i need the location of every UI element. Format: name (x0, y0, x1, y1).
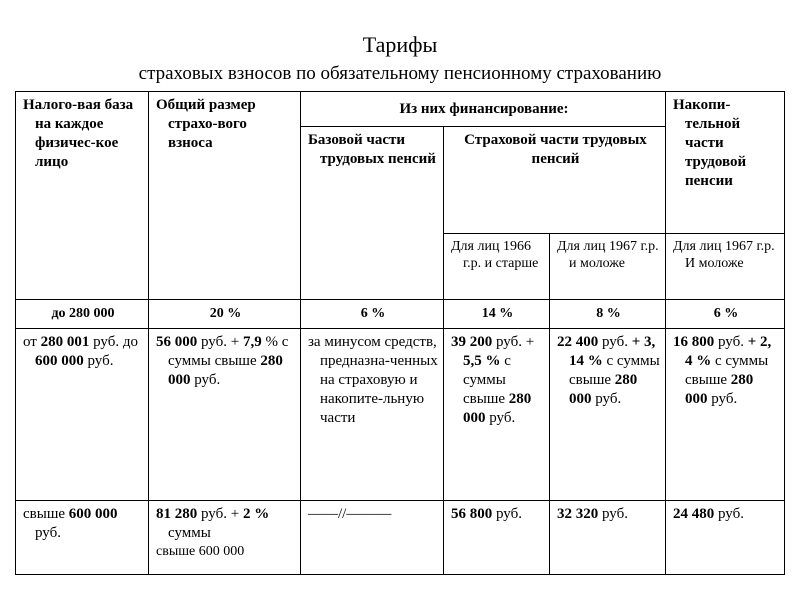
row2-younger-unit: руб. (598, 334, 632, 350)
row2-older (444, 329, 550, 501)
row3-base-part-text: ——//——— (308, 506, 392, 522)
row2-base-to: 600 000 (35, 353, 84, 369)
row2-total-plus: руб. + (197, 334, 243, 350)
header-1967-insurance-label: Для лиц 1967 г.р. и моложе (557, 239, 659, 271)
row2-acc-amount: 16 800 (673, 334, 715, 350)
row3-total-sum: суммы (168, 525, 211, 541)
table-row (16, 501, 785, 575)
page-title: Тарифы (362, 32, 438, 57)
row2-younger-threshold: 280 000 (569, 372, 638, 407)
header-base-part-label: Базовой части трудовых пенсий (308, 132, 436, 167)
header-tax-base-label: Налого-вая база на каждое физичес-кое лицо (23, 97, 134, 170)
header-insurance-part-label: Страховой части трудовых пенсий (464, 132, 647, 167)
row2-older-over: с суммы свыше (463, 353, 511, 407)
row3-base-part (301, 501, 444, 575)
row2-base-from: 280 001 (40, 334, 90, 350)
row1-base: до 280 000 (16, 300, 149, 329)
header-cell-financing (301, 92, 666, 127)
row3-acc-text (673, 505, 779, 524)
row2-younger-suffix: руб. (591, 391, 622, 407)
row2-older-text (451, 333, 544, 428)
row3-younger-text (557, 505, 660, 524)
row3-total-plus: руб. + (197, 506, 243, 522)
header-cell-1967-accumulative (666, 234, 785, 300)
row2-acc-threshold: 280 000 (685, 372, 754, 407)
row2-older-rate: 5,5 % (463, 353, 501, 369)
row3-base (16, 501, 149, 575)
row1-younger: 8 % (550, 300, 666, 329)
row3-base-text (23, 505, 143, 543)
header-1966-label: Для лиц 1966 г.р. и старше (451, 239, 539, 271)
row3-base-prefix: свыше (23, 506, 69, 522)
row2-older-plus: руб. + (492, 334, 535, 350)
header-cell-tax-base (16, 92, 149, 300)
row2-acc-text (673, 333, 779, 409)
row2-base-part (301, 329, 444, 501)
row3-base-amount: 600 000 (68, 506, 118, 522)
row1-accumulative: 6 % (666, 300, 785, 329)
row3-acc-amount: 24 480 (673, 506, 715, 522)
page-subtitle: страховых взносов по обязательному пенсионному страхованию (138, 63, 662, 84)
header-financing-label: Из них финансирование: (399, 101, 569, 117)
row3-total-text (156, 505, 295, 560)
row3-younger (550, 501, 666, 575)
header-cell-1967-insurance (550, 234, 666, 300)
row3-older-text (451, 505, 544, 524)
row2-total-amount: 56 000 (156, 334, 198, 350)
row2-younger-amount: 22 400 (557, 334, 599, 350)
header-cell-1966 (444, 234, 550, 300)
header-total-label: Общий размер страхо-вого взноса (156, 97, 256, 151)
row3-base-suffix: руб. (35, 525, 61, 541)
row3-total-over: свыше 600 000 (156, 544, 245, 559)
row3-acc-suffix: руб. (714, 506, 744, 522)
row2-older-amount: 39 200 (451, 334, 493, 350)
row3-total (149, 501, 301, 575)
row2-total (149, 329, 301, 501)
header-cell-total (149, 92, 301, 300)
header-1967-accumulative-label: Для лиц 1967 г.р. И моложе (673, 239, 775, 271)
row3-total-amount: 81 280 (156, 506, 198, 522)
row2-base-suffix: руб. (83, 353, 114, 369)
row3-younger-amount: 32 320 (557, 506, 599, 522)
row2-base-text (23, 333, 143, 371)
row2-younger-rate: + 3, 14 % (569, 334, 656, 369)
row2-total-over: % с суммы свыше (168, 334, 289, 369)
row2-younger-text (557, 333, 660, 409)
row2-accumulative (666, 329, 785, 501)
tariffs-table (15, 91, 785, 575)
row2-acc-suffix: руб. (707, 391, 738, 407)
row2-younger-over: с суммы свыше (569, 353, 660, 388)
row1-base-part: 6 % (301, 300, 444, 329)
table-header-row (16, 92, 785, 127)
row2-base-mid: руб. до (89, 334, 138, 350)
row2-base-part-text: за минусом средств, предназна-ченных на страховую и накопите-льную части (308, 334, 438, 426)
row2-older-threshold: 280 000 (463, 391, 532, 426)
row2-acc-over: с суммы свыше (685, 353, 769, 388)
row2-younger (550, 329, 666, 501)
row1-older: 14 % (444, 300, 550, 329)
row2-total-rate: 7,9 (242, 334, 262, 350)
row1-total: 20 % (149, 300, 301, 329)
row2-acc-rate: + 2, 4 % (685, 334, 772, 369)
row3-total-rate: 2 % (242, 506, 270, 522)
row2-acc-unit: руб. (714, 334, 748, 350)
row2-total-suffix: руб. (190, 372, 221, 388)
table-row (16, 300, 785, 329)
row2-base-prefix: от (23, 334, 41, 350)
row3-older-suffix: руб. (492, 506, 522, 522)
row3-older (444, 501, 550, 575)
row3-older-amount: 56 800 (451, 506, 493, 522)
header-cell-accumulative (666, 92, 785, 234)
row2-total-threshold: 280 000 (168, 353, 283, 388)
row2-older-suffix: руб. (485, 410, 516, 426)
row2-total-text (156, 333, 295, 390)
row3-younger-suffix: руб. (598, 506, 628, 522)
row2-base (16, 329, 149, 501)
header-accumulative-label: Накопи-тельной части трудовой пенсии (673, 97, 747, 189)
row3-accumulative (666, 501, 785, 575)
table-row (16, 329, 785, 501)
header-cell-base-part (301, 127, 444, 300)
header-cell-insurance-part (444, 127, 666, 234)
